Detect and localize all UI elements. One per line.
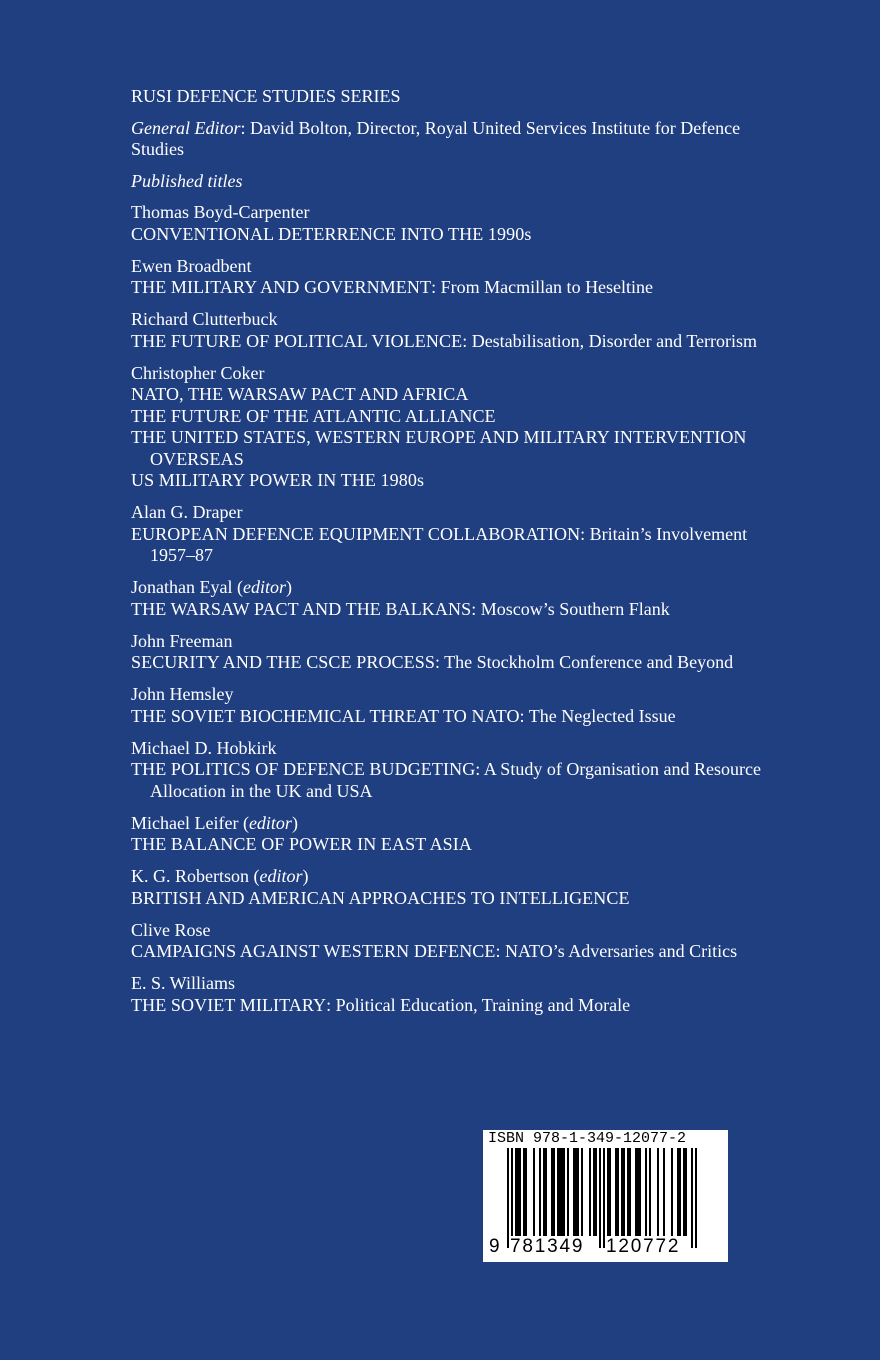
ean-left-group: 781349 bbox=[510, 1236, 585, 1257]
book-subtitle: : NATO’s Adversaries and Critics bbox=[495, 941, 738, 961]
barcode-bar bbox=[623, 1148, 625, 1236]
book-subtitle: : The Stockholm Conference and Beyond bbox=[434, 652, 734, 672]
series-entry bbox=[131, 920, 791, 963]
book-subtitle: : The Neglected Issue bbox=[519, 705, 676, 726]
barcode-bar bbox=[677, 1148, 679, 1236]
barcode-bar bbox=[691, 1148, 693, 1248]
book-title: THE BALANCE OF POWER IN EAST ASIA bbox=[131, 834, 472, 854]
book-title: THE FUTURE OF THE ATLANTIC ALLIANCE bbox=[131, 405, 496, 426]
book-entry bbox=[131, 652, 791, 674]
barcode-bar bbox=[557, 1148, 559, 1236]
book-subtitle: : Political Education, Training and Morale bbox=[326, 994, 631, 1015]
general-editor-label: General Editor bbox=[131, 117, 241, 138]
barcode-bar bbox=[683, 1148, 685, 1236]
book-entry bbox=[131, 888, 791, 910]
book-title: THE SOVIET BIOCHEMICAL THREAT TO NATO bbox=[131, 705, 520, 726]
entries-list bbox=[131, 202, 791, 1016]
book-title: US MILITARY POWER IN THE 1980s bbox=[131, 470, 425, 490]
author-name: Clive Rose bbox=[131, 919, 211, 940]
series-entry bbox=[131, 202, 791, 245]
author-name: E. S. Williams bbox=[131, 973, 235, 993]
barcode-bar bbox=[593, 1148, 595, 1236]
series-entry bbox=[131, 631, 791, 674]
barcode-bar bbox=[635, 1148, 637, 1236]
barcode-bar bbox=[599, 1148, 601, 1248]
book-entry bbox=[131, 759, 791, 802]
entry-author bbox=[131, 920, 791, 942]
barcode-bar bbox=[595, 1148, 597, 1236]
series-entry bbox=[131, 309, 791, 352]
isbn-barcode bbox=[483, 1130, 728, 1262]
barcode-bar bbox=[617, 1148, 619, 1236]
author-name: Michael Leifer bbox=[131, 812, 239, 833]
author-name: John Hemsley bbox=[131, 684, 234, 704]
barcode-bar bbox=[539, 1148, 541, 1236]
editor-note: editor bbox=[248, 812, 292, 833]
barcode-bar bbox=[645, 1148, 647, 1236]
barcode-bar bbox=[567, 1148, 569, 1236]
author-name: Alan G. Draper bbox=[131, 502, 243, 522]
series-entry bbox=[131, 684, 791, 727]
barcode-bar bbox=[639, 1148, 641, 1236]
series-title: RUSI DEFENCE STUDIES SERIES bbox=[131, 86, 401, 106]
general-editor bbox=[131, 118, 791, 161]
book-entry bbox=[131, 941, 791, 963]
barcode-bar bbox=[615, 1148, 617, 1236]
book-entry bbox=[131, 277, 791, 299]
author-name: Jonathan Eyal bbox=[131, 577, 233, 597]
editor-note: editor bbox=[242, 577, 286, 597]
author-name: John Freeman bbox=[131, 630, 233, 651]
barcode-bar bbox=[589, 1148, 591, 1236]
author-name: Christopher Coker bbox=[131, 362, 265, 383]
barcode-bar bbox=[563, 1148, 565, 1236]
barcode-bar bbox=[525, 1148, 527, 1236]
book-title: THE WARSAW PACT AND THE BALKANS bbox=[131, 598, 472, 619]
barcode-bar bbox=[657, 1148, 659, 1236]
barcode-bar bbox=[629, 1148, 631, 1236]
barcode-bar bbox=[577, 1148, 579, 1236]
book-title: THE UNITED STATES, WESTERN EUROPE AND MILITARY INTERVENTION OVERSEAS bbox=[131, 427, 747, 469]
book-subtitle: : Britain’s Involvement 1957–87 bbox=[150, 523, 748, 565]
book-entry bbox=[131, 384, 791, 406]
book-title: NATO, THE WARSAW PACT AND AFRICA bbox=[131, 384, 469, 404]
barcode-bar bbox=[519, 1148, 521, 1236]
entry-author: Michael Leifer (editor) bbox=[131, 812, 298, 833]
author-name: Thomas Boyd-Carpenter bbox=[131, 202, 310, 222]
barcode-bar bbox=[561, 1148, 563, 1236]
barcode-bar bbox=[523, 1148, 525, 1236]
book-title: BRITISH AND AMERICAN APPROACHES TO INTELLIGENCE bbox=[131, 887, 630, 908]
barcode-bar bbox=[573, 1148, 575, 1236]
book-subtitle: : Moscow’s Southern Flank bbox=[471, 598, 670, 619]
barcode-bar bbox=[603, 1148, 605, 1248]
barcode-bar bbox=[679, 1148, 681, 1236]
series-entry bbox=[131, 256, 791, 299]
book-title: THE POLITICS OF DEFENCE BUDGETING bbox=[131, 759, 476, 779]
barcode-bar bbox=[543, 1148, 545, 1236]
book-title: THE MILITARY AND GOVERNMENT bbox=[131, 277, 432, 297]
author-name: K. G. Robertson bbox=[131, 866, 249, 886]
book-title: THE FUTURE OF POLITICAL VIOLENCE bbox=[131, 330, 463, 351]
book-entry bbox=[131, 834, 791, 856]
barcode-bar bbox=[581, 1148, 583, 1236]
barcode-bar bbox=[671, 1148, 673, 1236]
barcode-bar bbox=[533, 1148, 535, 1236]
series-entry bbox=[131, 973, 791, 1016]
barcode-bar bbox=[515, 1148, 517, 1236]
barcode-bar bbox=[553, 1148, 555, 1236]
barcode-bar bbox=[517, 1148, 519, 1236]
series-entry bbox=[131, 866, 791, 909]
author-name: Richard Clutterbuck bbox=[131, 309, 278, 329]
series-entry bbox=[131, 363, 791, 492]
book-subtitle: : From Macmillan to Heseltine bbox=[431, 277, 654, 297]
book-subtitle: : A Study of Organisation and Resource Allocation in the UK and USA bbox=[150, 759, 761, 801]
entry-author bbox=[131, 631, 791, 653]
isbn-label: ISBN 978-1-349-12077-2 bbox=[488, 1130, 687, 1147]
barcode-bar bbox=[551, 1148, 553, 1236]
barcode-bar bbox=[649, 1148, 651, 1236]
book-entry bbox=[131, 406, 791, 428]
barcode-bar bbox=[685, 1148, 687, 1236]
entry-author: K. G. Robertson (editor) bbox=[131, 866, 309, 886]
series-listing bbox=[131, 86, 791, 1027]
published-titles-heading: Published titles bbox=[131, 170, 243, 191]
ean-first-digit: 9 bbox=[489, 1236, 500, 1257]
book-subtitle: : Destabilisation, Disorder and Terrorism bbox=[462, 330, 758, 351]
entry-author bbox=[131, 256, 791, 278]
entry-author bbox=[131, 973, 791, 995]
entry-author: Jonathan Eyal (editor) bbox=[131, 577, 292, 597]
book-entry bbox=[131, 427, 791, 470]
book-entry bbox=[131, 524, 791, 567]
book-entry bbox=[131, 224, 791, 246]
series-entry bbox=[131, 577, 791, 620]
entry-author bbox=[131, 202, 791, 224]
series-entry bbox=[131, 502, 791, 567]
ean-right-group: 120772 bbox=[606, 1236, 681, 1257]
entry-author bbox=[131, 363, 791, 385]
barcode-bar bbox=[663, 1148, 665, 1236]
book-entry bbox=[131, 706, 791, 728]
series-entry bbox=[131, 813, 791, 856]
book-title: SECURITY AND THE CSCE PROCESS bbox=[131, 652, 435, 672]
book-entry bbox=[131, 470, 791, 492]
book-entry bbox=[131, 599, 791, 621]
barcode-bar bbox=[559, 1148, 561, 1236]
entry-author bbox=[131, 738, 791, 760]
editor-note: editor bbox=[259, 866, 303, 886]
entry-author bbox=[131, 309, 791, 331]
barcode-bar bbox=[637, 1148, 639, 1236]
barcode-bar bbox=[621, 1148, 623, 1236]
book-title: CAMPAIGNS AGAINST WESTERN DEFENCE bbox=[131, 941, 496, 961]
barcode-bar bbox=[607, 1148, 609, 1236]
book-entry bbox=[131, 995, 791, 1017]
book-entry bbox=[131, 331, 791, 353]
series-entry bbox=[131, 738, 791, 803]
barcode-bar bbox=[507, 1148, 509, 1248]
author-name: Ewen Broadbent bbox=[131, 255, 252, 276]
entry-author bbox=[131, 502, 791, 524]
barcode-bar bbox=[627, 1148, 629, 1236]
book-title: THE SOVIET MILITARY bbox=[131, 994, 327, 1015]
barcode-bar bbox=[575, 1148, 577, 1236]
barcode-bar bbox=[545, 1148, 547, 1236]
barcode-bar bbox=[511, 1148, 513, 1248]
author-name: Michael D. Hobkirk bbox=[131, 737, 277, 758]
barcode-bar bbox=[695, 1148, 697, 1248]
general-editor-text: : David Bolton, Director, Royal United Services Institute for Defence Studies bbox=[131, 117, 741, 159]
book-title: CONVENTIONAL DETERRENCE INTO THE 1990s bbox=[131, 223, 532, 244]
entry-author bbox=[131, 684, 791, 706]
book-title: EUROPEAN DEFENCE EQUIPMENT COLLABORATION bbox=[131, 523, 581, 544]
barcode-bar bbox=[609, 1148, 611, 1236]
